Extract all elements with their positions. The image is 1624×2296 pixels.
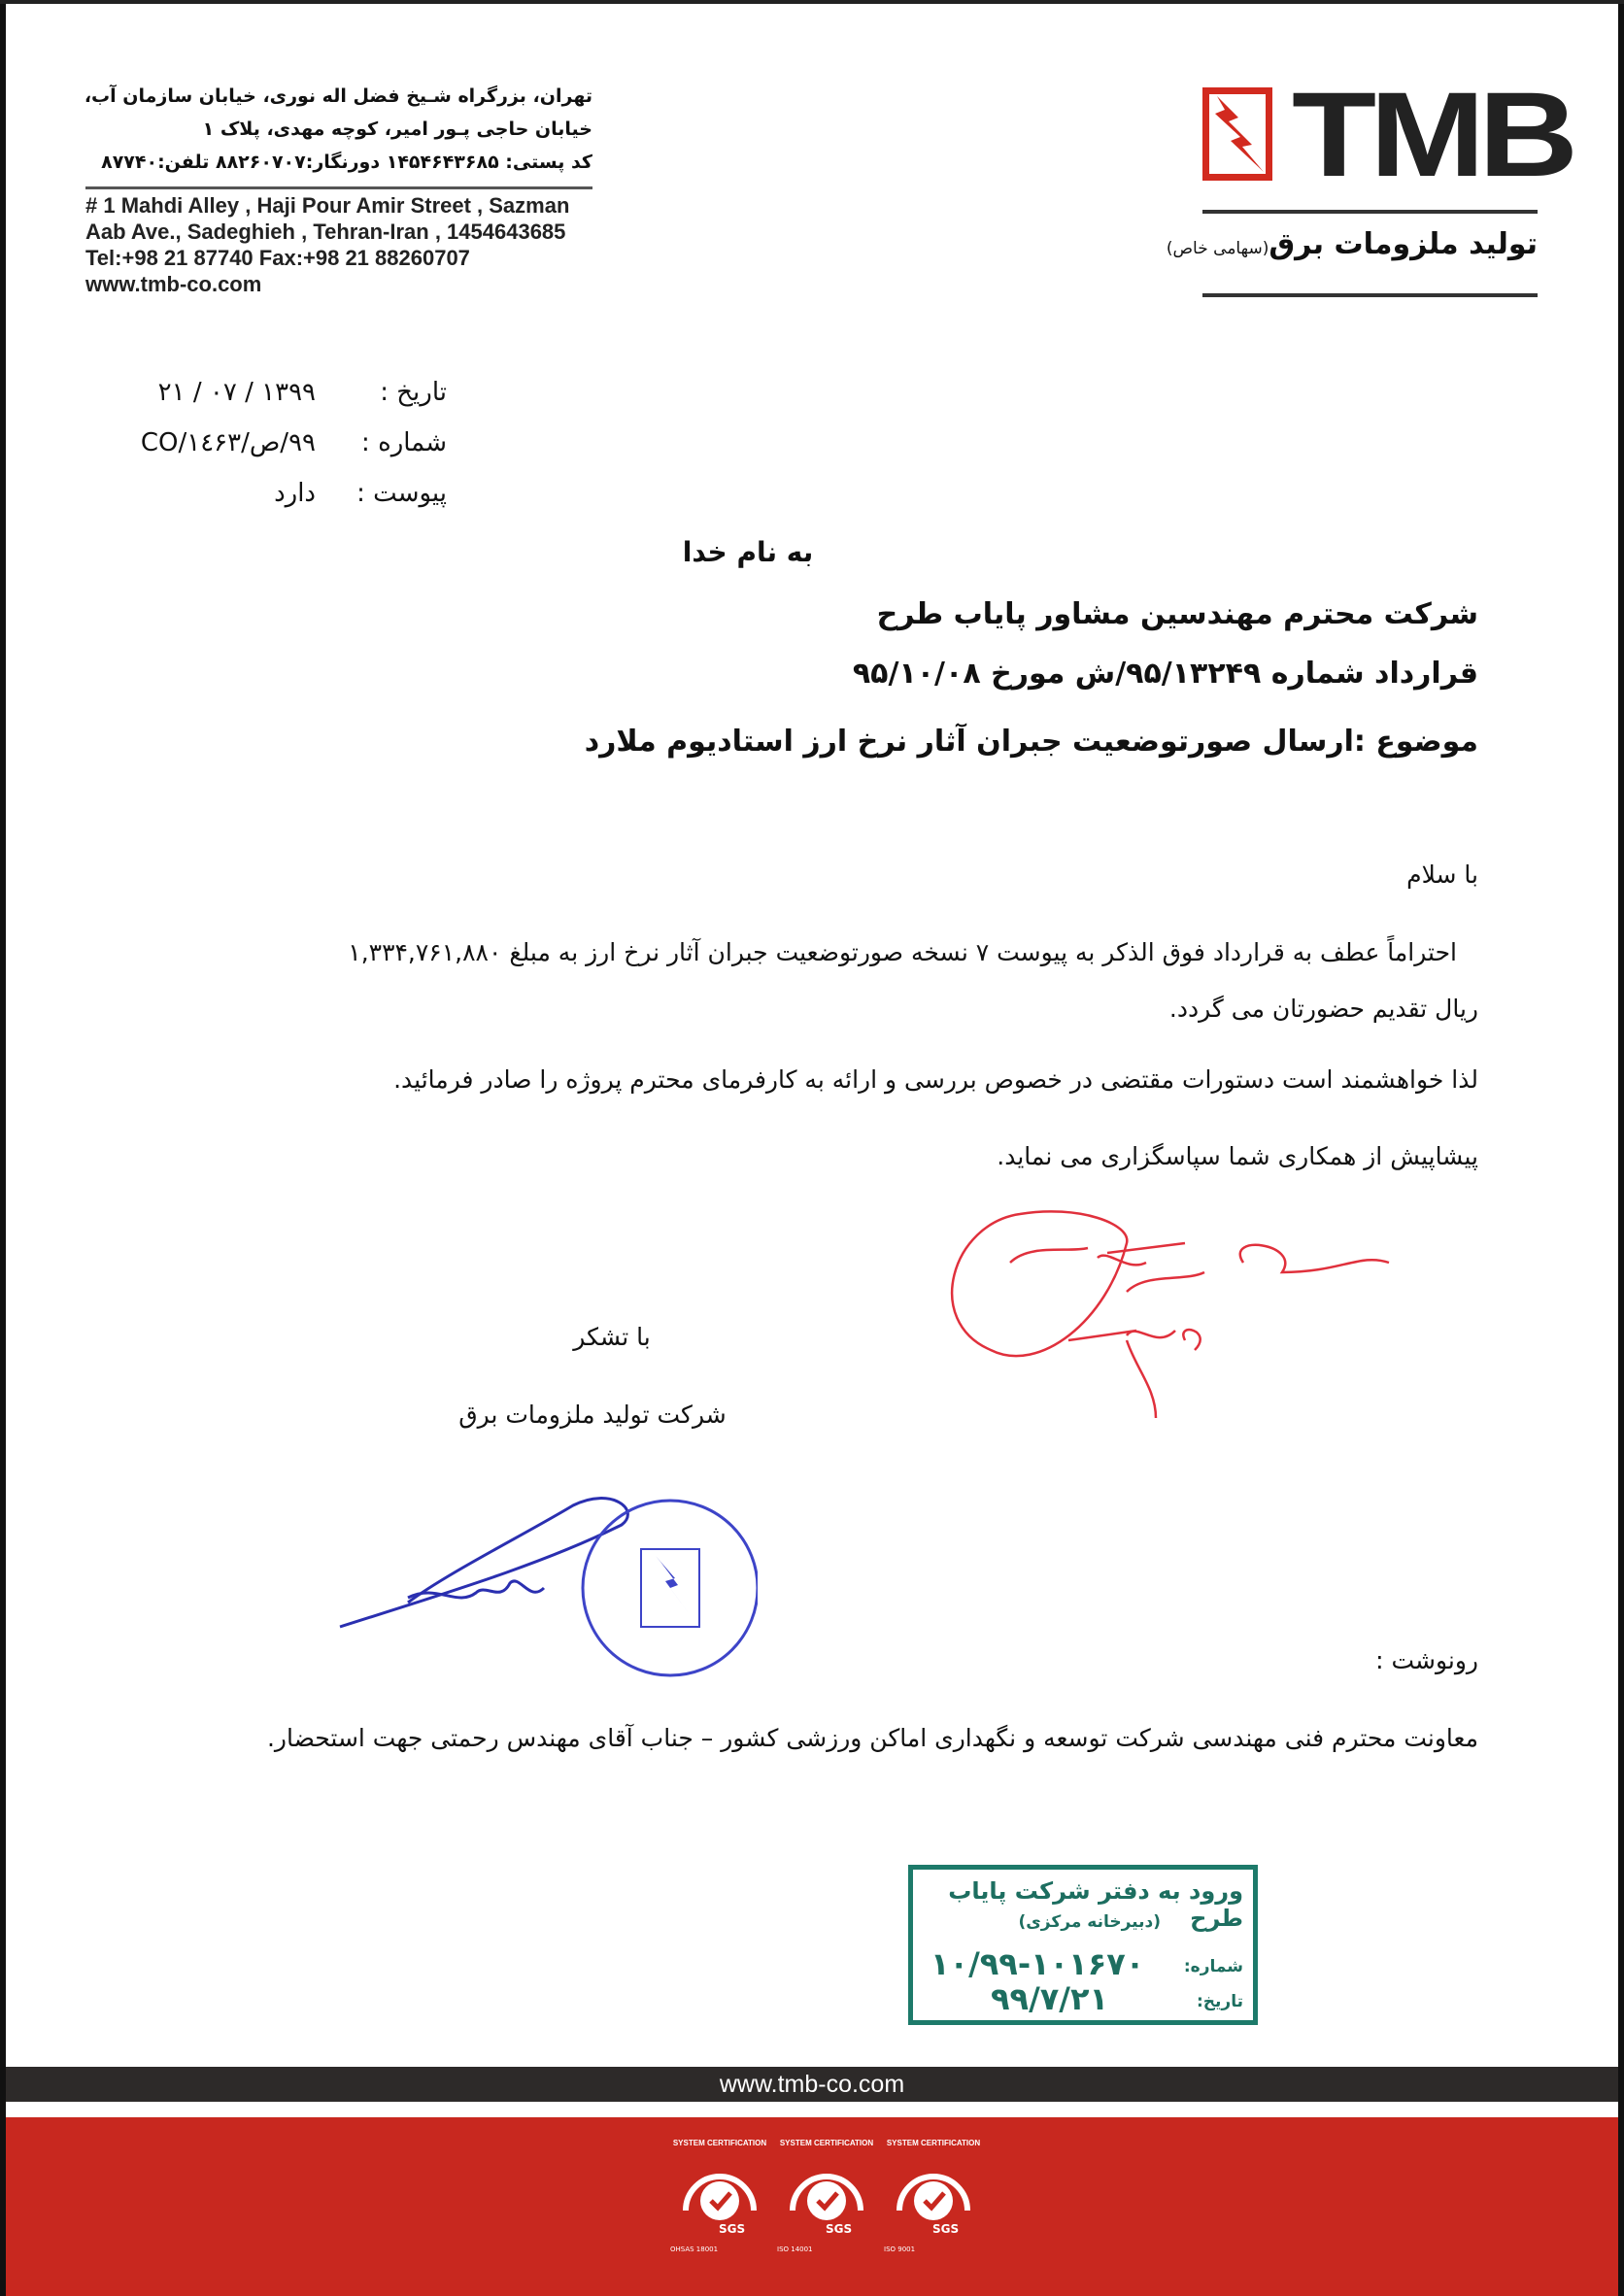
letter-meta xyxy=(136,367,447,519)
signatory: شرکت تولید ملزومات برق xyxy=(458,1401,727,1429)
cert-standard: ISO 14001 xyxy=(777,2245,813,2253)
certification-badge xyxy=(670,2139,767,2253)
cert-arc-label: SYSTEM CERTIFICATION xyxy=(886,2139,981,2147)
divider xyxy=(1202,293,1538,297)
stamp-date-value: ۹۹/۷/۲۱ xyxy=(991,1980,1109,2017)
address-line: کد پستی: ۱۴۵۴۶۴۳۶۸۵ دورنگار:۸۸۲۶۰۷۰۷ تلفن:۸۷۷۴۰ xyxy=(101,152,592,173)
contract-reference: قرارداد شماره ۹۵/۱۳۲۴۹/ش مورخ ۹۵/۱۰/۰۸ xyxy=(852,657,1478,691)
certification-badge xyxy=(777,2139,874,2253)
company-type: (سهامی خاص) xyxy=(1166,239,1269,258)
cert-body: SGS xyxy=(719,2222,746,2236)
cert-body: SGS xyxy=(826,2222,853,2236)
company-name xyxy=(1167,227,1538,261)
scan-border-right xyxy=(1618,0,1624,2296)
stamp-number-value: ۱۰/۹۹-۱۰۱۶۷۰ xyxy=(930,1945,1145,1982)
address-line: خیابان حاجی پـور امیر، کوچه مهدی، پلاک ۱ xyxy=(202,118,592,140)
bismillah: به نام خدا xyxy=(682,536,814,568)
stamp-number-label: شماره: xyxy=(1183,1957,1243,1976)
closing: با تشکر xyxy=(573,1323,651,1351)
address-line: Tel:+98 21 87740 Fax:+98 21 88260707 xyxy=(85,246,470,270)
lightning-icon xyxy=(1202,87,1272,181)
divider xyxy=(85,186,592,189)
website-link: www.tmb-co.com xyxy=(85,272,262,296)
address-persian xyxy=(29,80,592,179)
footer-certifications xyxy=(6,2117,1618,2296)
date-label: تاریخ : xyxy=(380,378,447,407)
number-label: شماره : xyxy=(361,428,447,457)
subject: موضوع :ارسال صورتوضعیت جبران آثار نرخ ارز استادیوم ملارد xyxy=(584,725,1478,759)
attachment-label: پیوست : xyxy=(356,479,447,508)
cert-standard: ISO 9001 xyxy=(884,2245,916,2253)
recipient: شرکت محترم مهندسین مشاور پایاب طرح xyxy=(876,597,1478,631)
paragraph: پیشاپیش از همکاری شما سپاسگزاری می نماید. xyxy=(997,1142,1478,1170)
scan-border-left xyxy=(0,0,6,2296)
cert-arc-label: SYSTEM CERTIFICATION xyxy=(779,2139,874,2147)
address-line: Aab Ave., Sadeghieh , Tehran-Iran , 1454643685 xyxy=(85,219,566,244)
logo-wordmark: TMB xyxy=(1292,68,1573,202)
receipt-stamp xyxy=(908,1865,1258,2025)
cert-standard: OHSAS 18001 xyxy=(670,2245,719,2253)
attachment-value: دارد xyxy=(274,479,316,508)
address-line: تهران، بزرگراه شـیخ فضل اله نوری، خیابان سازمان آب، xyxy=(84,85,592,107)
stamp-date-label: تاریخ: xyxy=(1197,1992,1243,2011)
cc-text: معاونت محترم فنی مهندسی شرکت توسعه و نگهداری اماکن ورزشی کشور – جناب آقای مهندس رحمتی جهت استحضار. xyxy=(266,1724,1478,1752)
address-english xyxy=(85,192,569,297)
address-line: # 1 Mahdi Alley , Haji Pour Amir Street , Sazman xyxy=(85,193,570,218)
company-name-text: تولید ملزومات برق xyxy=(1269,227,1538,261)
scan-border-top xyxy=(0,0,1624,4)
stamp-title: ورود به دفتر شرکت پایاب طرح xyxy=(948,1877,1243,1932)
divider xyxy=(1202,210,1538,214)
number-value: ۹۹/ص/CO/۱٤۶۳ xyxy=(140,428,316,457)
paragraph: لذا خواهشمند است دستورات مقتضی در خصوص بررسی و ارائه به کارفرمای محترم پروژه را صادر فرمائید. xyxy=(393,1065,1478,1094)
cert-body: SGS xyxy=(932,2222,960,2236)
stamp-subtitle: (دبیرخانه مرکزی) xyxy=(1018,1912,1161,1932)
paragraph: ریال تقدیم حضورتان می گردد. xyxy=(1168,995,1478,1023)
cc-label: رونوشت : xyxy=(1375,1646,1478,1674)
certification-badge xyxy=(884,2139,981,2253)
footer-website: www.tmb-co.com xyxy=(6,2067,1618,2102)
handwritten-receipt-note xyxy=(932,1204,1418,1418)
greeting: با سلام xyxy=(1406,861,1478,889)
paragraph: احتراماً عطف به قرارداد فوق الذکر به پیوست ۷ نسخه صورتوضعیت جبران آثار نرخ ارز به مبلغ ۱,۳۳۴,۷۶۱,۸۸۰ xyxy=(348,938,1457,966)
date-value: ۱۳۹۹ / ۰۷ / ۲۱ xyxy=(157,378,316,407)
cert-arc-label: SYSTEM CERTIFICATION xyxy=(672,2139,767,2147)
